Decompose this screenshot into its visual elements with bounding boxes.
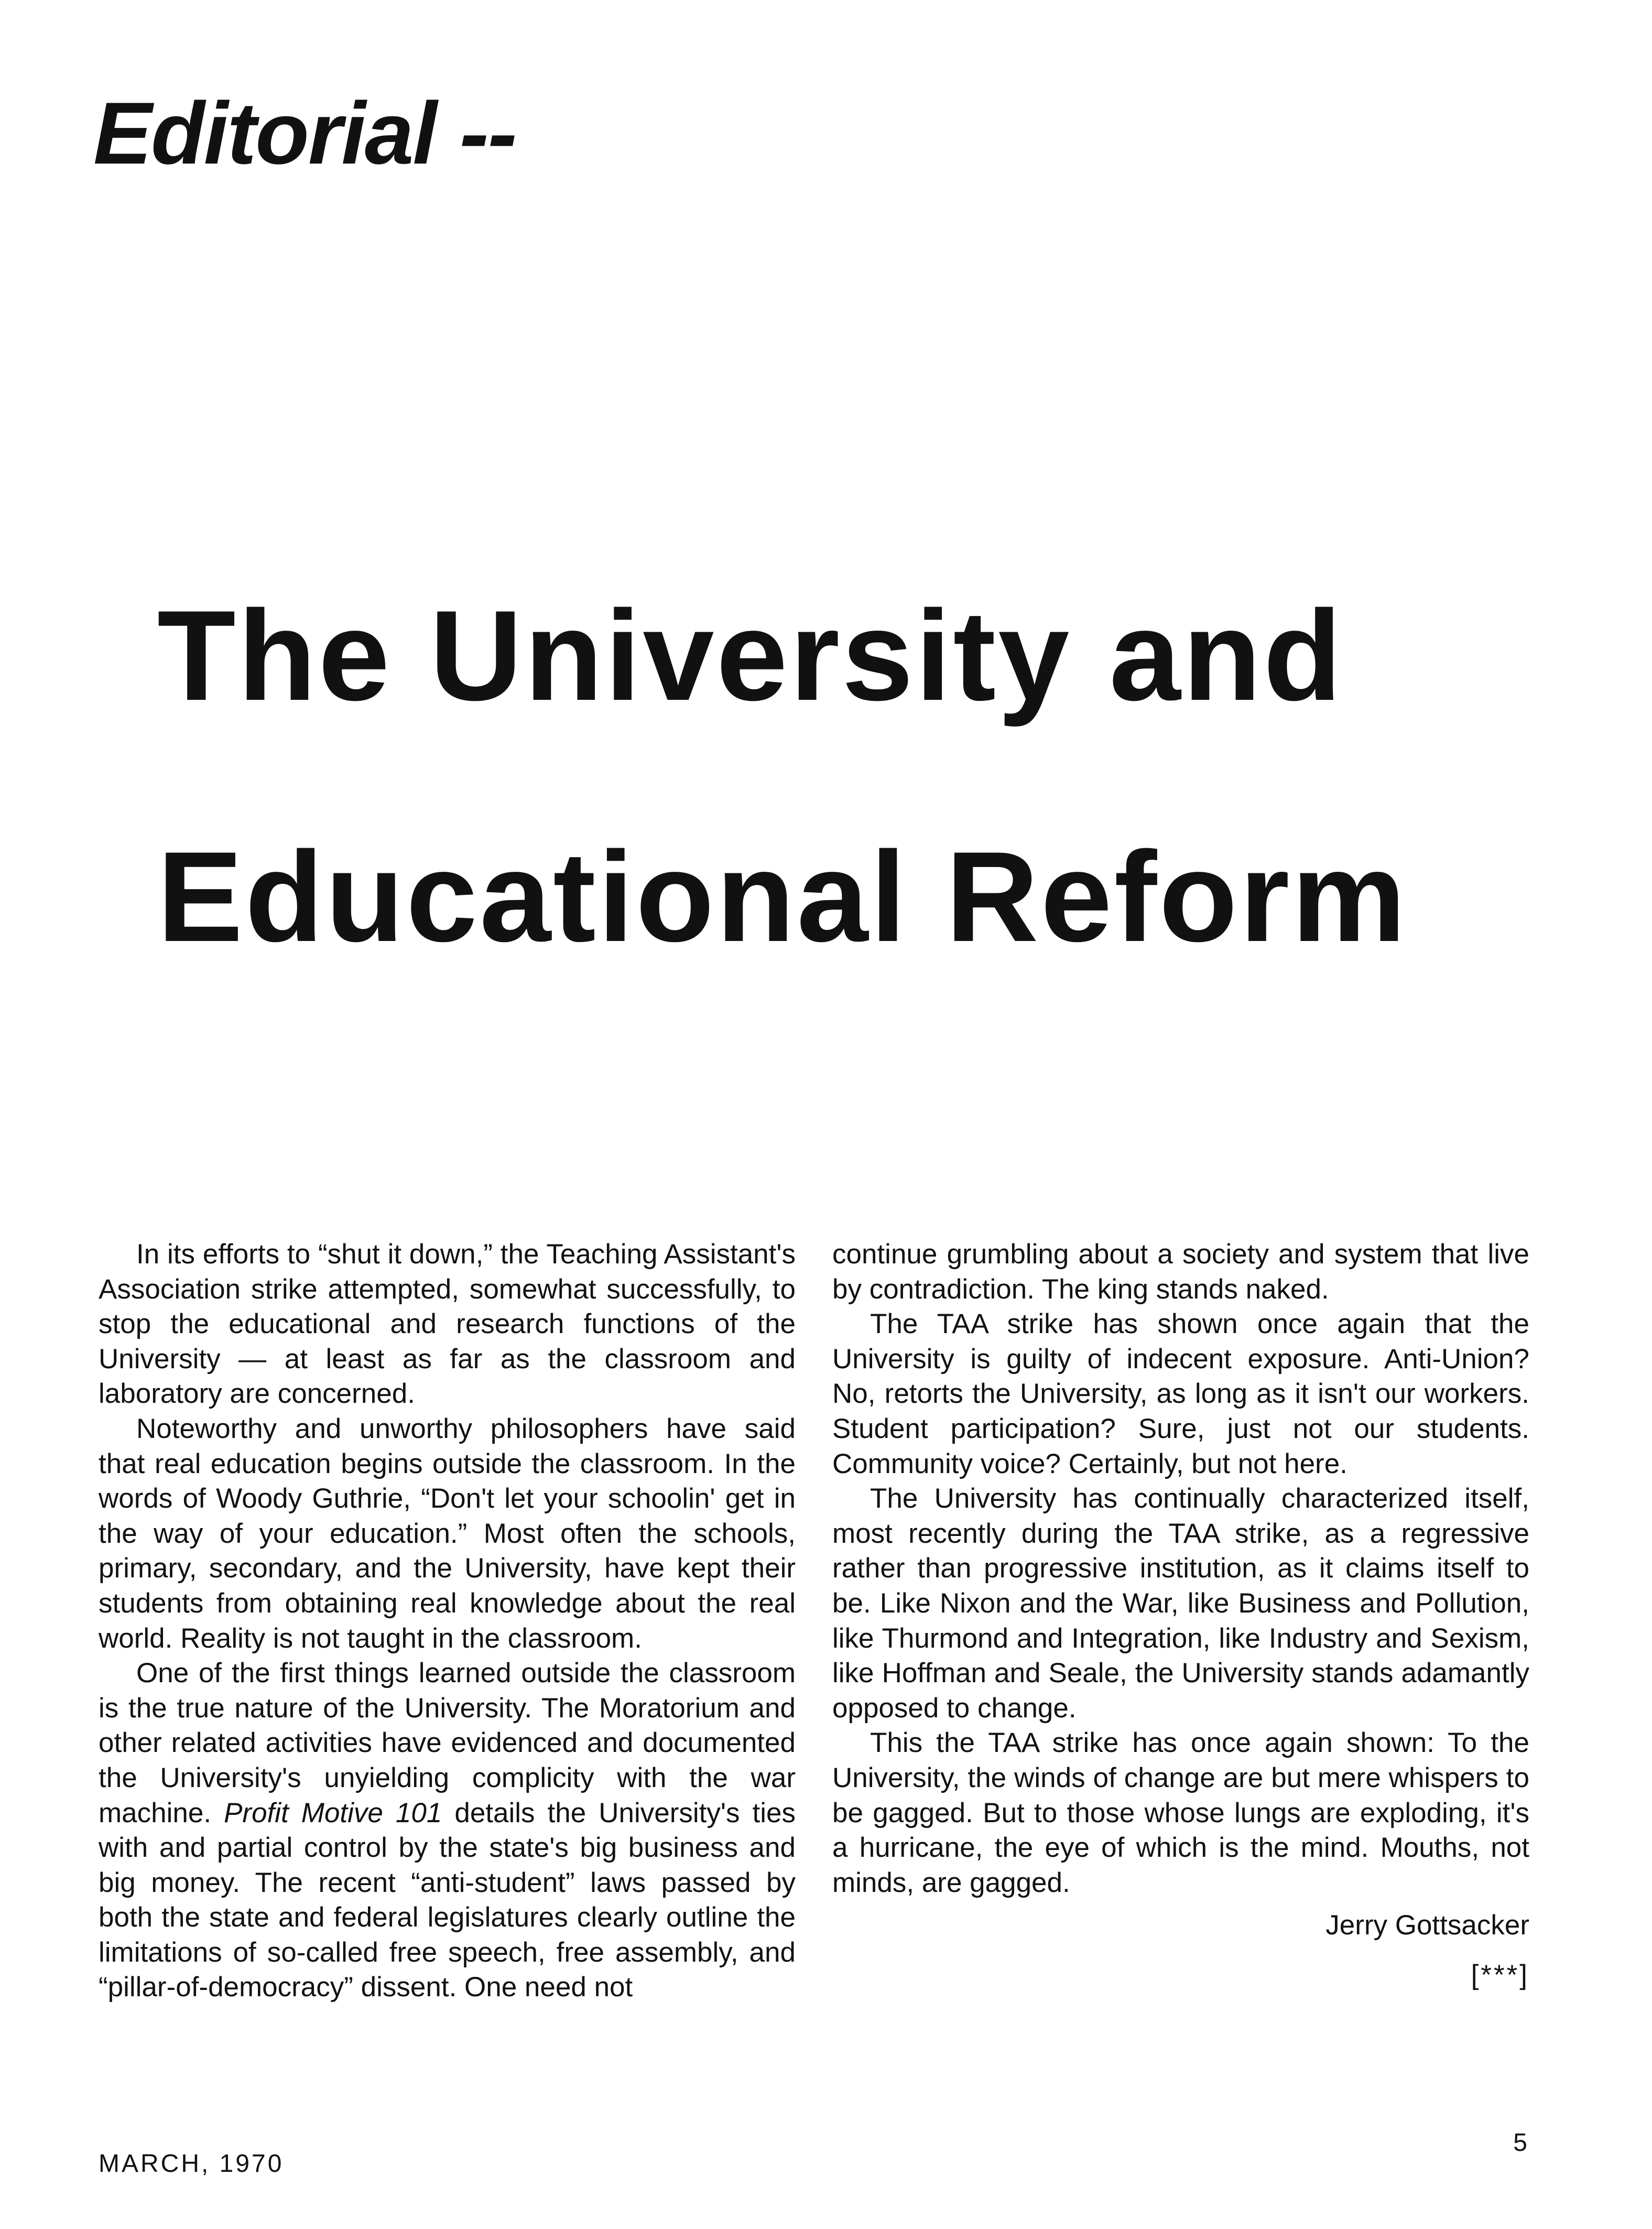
page-number: 5	[1513, 2129, 1527, 2157]
footer-date: MARCH, 1970	[99, 2150, 284, 2178]
publication-title: Profit Motive 101	[224, 1797, 442, 1828]
headline-line-1: The University and	[157, 583, 1344, 727]
left-column	[99, 1237, 796, 2005]
body-paragraph-continued: continue grumbling about a society and system that live by contradiction. The king stands naked.	[832, 1239, 1529, 1305]
body-paragraph: This the TAA strike has once again shown: To the University, the winds of change are but mere whispers to be gagged. But to those whose lungs are exploding, it's a hurricane, the eye of which is the mind. Mouths, not minds, are gagged.	[832, 1727, 1529, 1898]
author-byline: Jerry Gottsacker	[1325, 1910, 1529, 1941]
body-paragraph	[99, 1656, 796, 2005]
body-paragraph: The TAA strike has shown once again that the University is guilty of indecent exposure. Anti-Union? No, retorts the University, as long as it isn't our workers. Student participation? Sure, just not our students. Community voice? Certainly, but not here.	[832, 1308, 1529, 1479]
paragraph-text: One of the first things learned outside the classroom is the true nature of the University. The Moratorium and other related activities have evidenced and documented the University's unyielding complicity with the war machine.	[99, 1658, 796, 1828]
section-kicker: Editorial --	[93, 84, 516, 182]
body-paragraph: The University has continually characterized itself, most recently during the TAA strike, as a regressive rather than progressive institution, as it claims itself to be. Like Nixon and the War, like Business and Pollution, like Thurmond and Integration, like Industry and Sexism, like Hoffman and Seale, the University stands adamantly opposed to change.	[832, 1483, 1529, 1724]
article-headline	[157, 535, 1572, 1017]
paragraph-text: details the University's ties with and partial control by the state's big business and big money. The recent “anti-student” laws passed by both the state and federal legislatures clearly outline the limitations of so-called free speech, free assembly, and “pillar-of-democracy” dissent. One need not	[99, 1797, 796, 2003]
end-mark: [***]	[1471, 1960, 1529, 1990]
body-paragraph: In its efforts to “shut it down,” the Teaching Assistant's Association strike attempted, somewhat successfully, to stop the educational and research functions of the University — at least as far as the classroom and laboratory are concerned.	[99, 1239, 796, 1410]
body-paragraph: Noteworthy and unworthy philosophers have said that real education begins outside the classroom. In the words of Woody Guthrie, “Don't let your schoolin' get in the way of your education.” Most often the schools, primary, secondary, and the University, have kept their students from obtaining real knowledge about the real world. Reality is not taught in the classroom.	[99, 1413, 796, 1654]
headline-line-2: Educational Reform	[157, 825, 1408, 968]
right-column	[832, 1237, 1529, 1900]
